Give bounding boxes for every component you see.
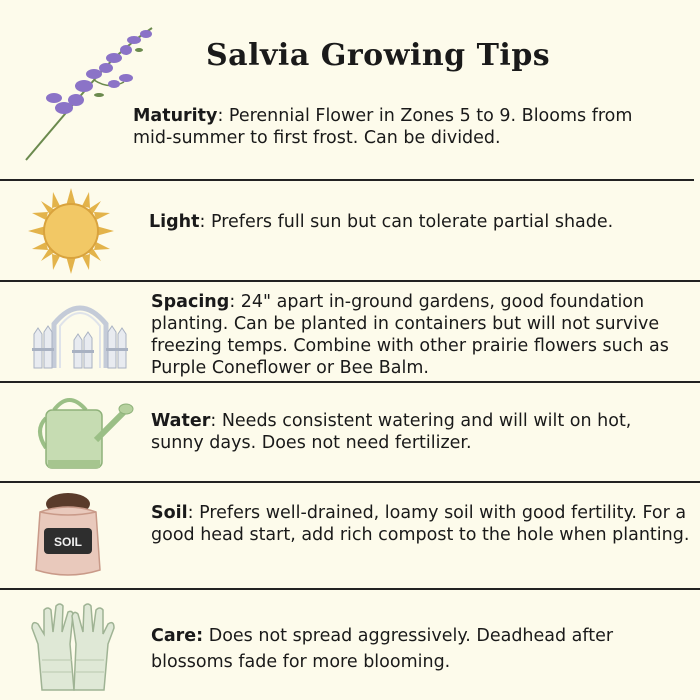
light-label: Light — [149, 212, 200, 232]
spacing-description: : 24" apart in-ground gardens, good foundation planting. Can be planted in containers but will not survive freezing temps. Combine with other prairie flowers such as Purple Coneflower or Bee Balm. — [151, 292, 669, 378]
sun-icon — [28, 188, 114, 274]
care-description: Does not spread aggressively. Deadhead after blossoms fade for more blooming. — [151, 626, 614, 672]
soil-bag-label: SOIL — [53, 535, 83, 549]
page-title: Salvia Growing Tips — [206, 38, 551, 73]
watering-can-icon — [24, 390, 136, 472]
water-description: : Needs consistent watering and will wilt on hot, sunny days. Does not need fertilizer. — [151, 411, 632, 453]
soil-text — [151, 502, 691, 546]
divider-3 — [0, 381, 700, 383]
maturity-label: Maturity — [133, 106, 218, 126]
light-description: : Prefers full sun but can tolerate partial shade. — [199, 212, 614, 232]
care-label: Care: — [151, 626, 204, 646]
garden-arch-icon — [30, 294, 130, 374]
spacing-label: Spacing — [151, 292, 230, 312]
spacing-text — [151, 291, 681, 379]
divider-4 — [0, 481, 700, 483]
maturity-description: : Perennial Flower in Zones 5 to 9. Blooms from mid-summer to first frost. Can be divided. — [133, 106, 633, 148]
soil-description: : Prefers well-drained, loamy soil with good fertility. For a good head start, add rich compost to the hole when planting. — [151, 503, 690, 545]
water-text — [151, 410, 681, 454]
care-text — [151, 623, 671, 675]
gardening-gloves-icon — [28, 600, 118, 692]
maturity-text — [133, 105, 673, 149]
divider-1 — [0, 179, 694, 181]
divider-5 — [0, 588, 700, 590]
divider-2 — [0, 280, 700, 282]
soil-bag-icon — [30, 490, 106, 580]
water-label: Water — [151, 411, 211, 431]
soil-label: Soil — [151, 503, 188, 523]
light-text — [149, 211, 669, 233]
